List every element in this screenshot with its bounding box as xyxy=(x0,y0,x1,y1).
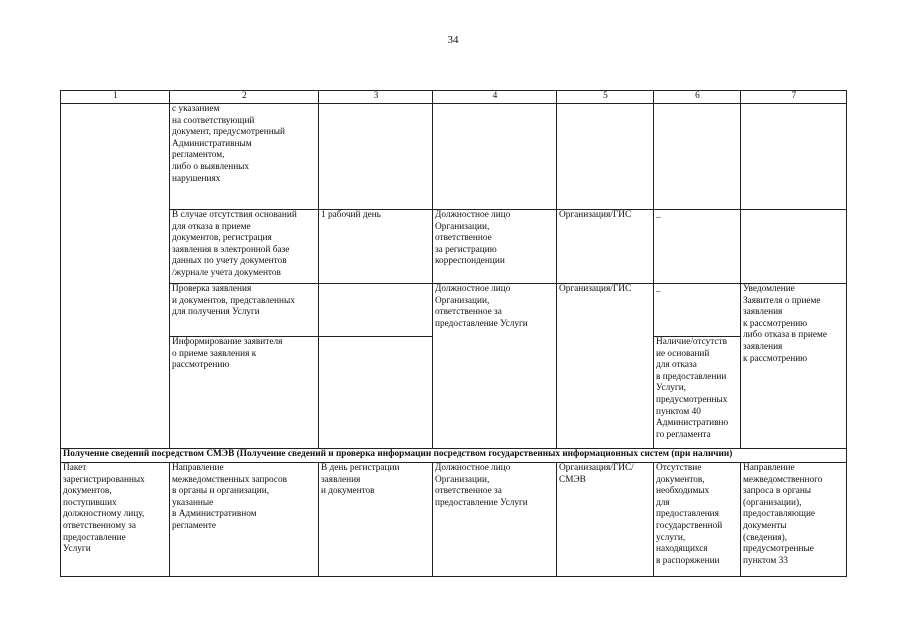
column-number: 6 xyxy=(654,91,741,104)
table-cell: В случае отсутствия оснований для отказа в приеме документов, регистрация заявления в электронной базе данных по учету документов /журнале учета документов xyxy=(170,210,319,284)
column-number: 3 xyxy=(319,91,433,104)
procedure-table xyxy=(60,90,847,577)
table-cell: Организация/ГИС/ СМЭВ xyxy=(557,463,654,577)
table-cell: Проверка заявления и документов, представленных для получения Услуги xyxy=(170,284,319,337)
table-cell: Направление межведомственного запроса в органы (организации), предоставляющие документы (сведения), предусмотренные пунктом 33 xyxy=(741,463,847,577)
section-title: Получение сведений посредством СМЭВ (Получение сведений и проверка информации посредством государственных информационных систем (при наличии) xyxy=(61,449,847,463)
table-cell: В день регистрации заявления и документов xyxy=(319,463,433,577)
section-header-row xyxy=(61,449,847,463)
table-cell: 1 рабочий день xyxy=(319,210,433,284)
column-number: 1 xyxy=(61,91,170,104)
table-cell: Должностное лицо Организации, ответственное за предоставление Услуги xyxy=(433,463,557,577)
table-row xyxy=(61,210,847,284)
table-cell: Информирование заявителя о приеме заявления к рассмотрению xyxy=(170,337,319,449)
column-number: 5 xyxy=(557,91,654,104)
table-cell xyxy=(61,104,170,449)
table-cell xyxy=(557,104,654,210)
table-cell: с указанием на соответствующий документ, предусмотренный Административным регламентом, либо о выявленных нарушениях xyxy=(170,104,319,210)
table-cell: Отсутствие документов, необходимых для предоставления государственной услуги, находящихся в распоряжении xyxy=(654,463,741,577)
column-number: 2 xyxy=(170,91,319,104)
table-cell xyxy=(319,104,433,210)
table-cell: Наличие/отсутств ие оснований для отказа в предоставлении Услуги, предусмотренных пунктом 40 Административно го регламента xyxy=(654,337,741,449)
table-cell: Организация/ГИС xyxy=(557,210,654,284)
table-cell xyxy=(741,104,847,210)
table-row xyxy=(61,463,847,577)
table-row xyxy=(61,104,847,210)
table-cell: Направление межведомственных запросов в органы и организации, указанные в Административном регламенте xyxy=(170,463,319,577)
table-cell: Должностное лицо Организации, ответственное за предоставление Услуги xyxy=(433,284,557,449)
table-cell: Организация/ГИС xyxy=(557,284,654,449)
column-number: 4 xyxy=(433,91,557,104)
table-cell xyxy=(433,104,557,210)
column-number-row xyxy=(61,91,847,104)
table-cell xyxy=(319,284,433,337)
table-cell: Должностное лицо Организации, ответственное за регистрацию корреспонденции xyxy=(433,210,557,284)
page-number: 34 xyxy=(447,34,459,46)
table-cell: Уведомление Заявителя о приеме заявления к рассмотрению либо отказа в приеме заявления к рассмотрению xyxy=(741,284,847,449)
table-cell xyxy=(319,337,433,449)
table-row xyxy=(61,284,847,337)
table-cell: Пакет зарегистрированных документов, поступивших должностному лицу, ответственному за предоставление Услуги xyxy=(61,463,170,577)
table-cell: _ xyxy=(654,284,741,337)
table-cell xyxy=(741,210,847,284)
table-cell xyxy=(654,104,741,210)
column-number: 7 xyxy=(741,91,847,104)
table-cell: _ xyxy=(654,210,741,284)
